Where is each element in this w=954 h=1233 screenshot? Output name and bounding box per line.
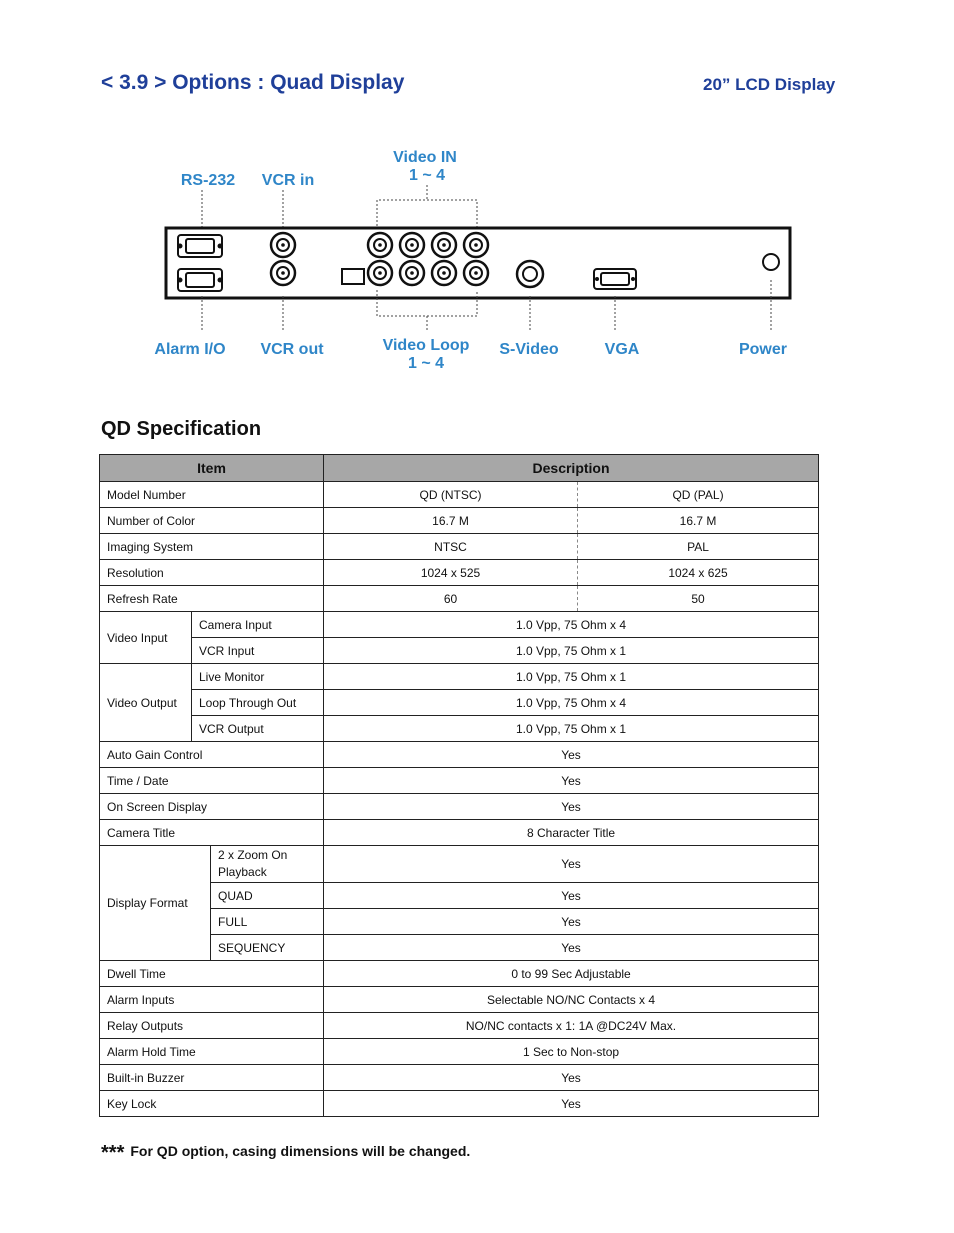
table-row <box>100 1013 819 1039</box>
row-label: Model Number <box>100 482 324 508</box>
value: Yes <box>324 742 819 768</box>
leader-lines-top <box>202 185 477 230</box>
label-rs232: RS-232 <box>180 172 236 189</box>
value: 1.0 Vpp, 75 Ohm x 4 <box>324 690 819 716</box>
panel-switch <box>342 269 364 284</box>
label-vcr-in: VCR in <box>261 172 315 189</box>
footnote <box>101 1142 470 1165</box>
row-label: Display Format <box>100 846 211 961</box>
sub-label: Loop Through Out <box>192 690 324 716</box>
value: 8 Character Title <box>324 820 819 846</box>
page-subtitle: 20” LCD Display <box>703 75 836 94</box>
value: Yes <box>324 1065 819 1091</box>
footnote-stars: *** <box>101 1142 125 1164</box>
label-alarm-io: Alarm I/O <box>154 341 226 358</box>
value-ntsc: 60 <box>324 586 578 612</box>
table-row <box>100 961 819 987</box>
col-item: Item <box>100 455 324 482</box>
value-ntsc: QD (NTSC) <box>324 482 578 508</box>
value: Yes <box>324 883 819 909</box>
row-label: On Screen Display <box>100 794 324 820</box>
label-video-loop: Video Loop <box>382 337 470 354</box>
table-row <box>100 508 819 534</box>
table-row <box>100 794 819 820</box>
sub-label: VCR Output <box>192 716 324 742</box>
sub-label: SEQUENCY <box>211 935 324 961</box>
power-button <box>763 254 779 270</box>
table-row <box>100 560 819 586</box>
label-svideo: S-Video <box>499 341 559 358</box>
sub-label-line-1: 2 x Zoom On <box>218 848 288 862</box>
sub-label: Camera Input <box>192 612 324 638</box>
value: 1.0 Vpp, 75 Ohm x 1 <box>324 716 819 742</box>
table-row <box>100 768 819 794</box>
row-label: Auto Gain Control <box>100 742 324 768</box>
table-row <box>100 987 819 1013</box>
value-pal: QD (PAL) <box>578 482 819 508</box>
value-pal: 1024 x 625 <box>578 560 819 586</box>
label-vcr-out: VCR out <box>260 341 324 358</box>
sub-label: QUAD <box>211 883 324 909</box>
value: Yes <box>324 909 819 935</box>
table-row <box>100 716 819 742</box>
table-row <box>100 664 819 690</box>
sub-label <box>211 846 324 883</box>
sub-label: VCR Input <box>192 638 324 664</box>
page-title: < 3.9 > Options : Quad Display <box>101 71 405 94</box>
value: 1.0 Vpp, 75 Ohm x 1 <box>324 664 819 690</box>
row-label: Refresh Rate <box>100 586 324 612</box>
table-row <box>100 1091 819 1117</box>
value-ntsc: 1024 x 525 <box>324 560 578 586</box>
label-video-in: Video IN <box>393 149 457 166</box>
table-row <box>100 482 819 508</box>
row-label: Time / Date <box>100 768 324 794</box>
row-label: Built-in Buzzer <box>100 1065 324 1091</box>
spec-header-row <box>100 455 819 482</box>
label-vga: VGA <box>604 341 640 358</box>
value: 1.0 Vpp, 75 Ohm x 1 <box>324 638 819 664</box>
table-row <box>100 846 819 883</box>
sub-label-line-2: Playback <box>218 865 267 879</box>
rear-panel-diagram <box>0 130 954 380</box>
value: Yes <box>324 935 819 961</box>
value-pal: PAL <box>578 534 819 560</box>
row-label: Video Output <box>100 664 192 742</box>
svideo-connector <box>517 261 543 287</box>
table-row <box>100 1039 819 1065</box>
label-video-loop-range: 1 ~ 4 <box>407 355 445 372</box>
row-label: Imaging System <box>100 534 324 560</box>
table-row <box>100 638 819 664</box>
value-ntsc: NTSC <box>324 534 578 560</box>
table-row <box>100 742 819 768</box>
row-label: Relay Outputs <box>100 1013 324 1039</box>
table-row <box>100 690 819 716</box>
value: Yes <box>324 794 819 820</box>
col-description: Description <box>324 455 819 482</box>
table-row <box>100 612 819 638</box>
value: Yes <box>324 1091 819 1117</box>
row-label: Resolution <box>100 560 324 586</box>
row-label: Alarm Hold Time <box>100 1039 324 1065</box>
row-label: Number of Color <box>100 508 324 534</box>
value: 1 Sec to Non-stop <box>324 1039 819 1065</box>
vcr-in-bnc <box>271 233 295 257</box>
value: NO/NC contacts x 1: 1A @DC24V Max. <box>324 1013 819 1039</box>
row-label: Alarm Inputs <box>100 987 324 1013</box>
table-row <box>100 820 819 846</box>
value: Yes <box>324 768 819 794</box>
spec-table <box>99 454 819 1117</box>
value-ntsc: 16.7 M <box>324 508 578 534</box>
row-label: Dwell Time <box>100 961 324 987</box>
sub-label: Live Monitor <box>192 664 324 690</box>
row-label: Camera Title <box>100 820 324 846</box>
sub-label: FULL <box>211 909 324 935</box>
table-row <box>100 1065 819 1091</box>
table-row <box>100 586 819 612</box>
alarm-io-connector <box>178 269 223 291</box>
label-video-in-range: 1 ~ 4 <box>408 167 446 184</box>
value: 0 to 99 Sec Adjustable <box>324 961 819 987</box>
row-label: Key Lock <box>100 1091 324 1117</box>
spec-heading: QD Specification <box>101 418 262 440</box>
value: 1.0 Vpp, 75 Ohm x 4 <box>324 612 819 638</box>
value-pal: 16.7 M <box>578 508 819 534</box>
value-pal: 50 <box>578 586 819 612</box>
vga-connector <box>594 269 636 289</box>
value: Selectable NO/NC Contacts x 4 <box>324 987 819 1013</box>
row-label: Video Input <box>100 612 192 664</box>
footnote-text: For QD option, casing dimensions will be changed. <box>130 1143 471 1159</box>
vcr-out-bnc <box>271 261 295 285</box>
rs232-connector <box>178 235 223 257</box>
table-row <box>100 534 819 560</box>
value: Yes <box>324 846 819 883</box>
label-power: Power <box>738 341 788 358</box>
